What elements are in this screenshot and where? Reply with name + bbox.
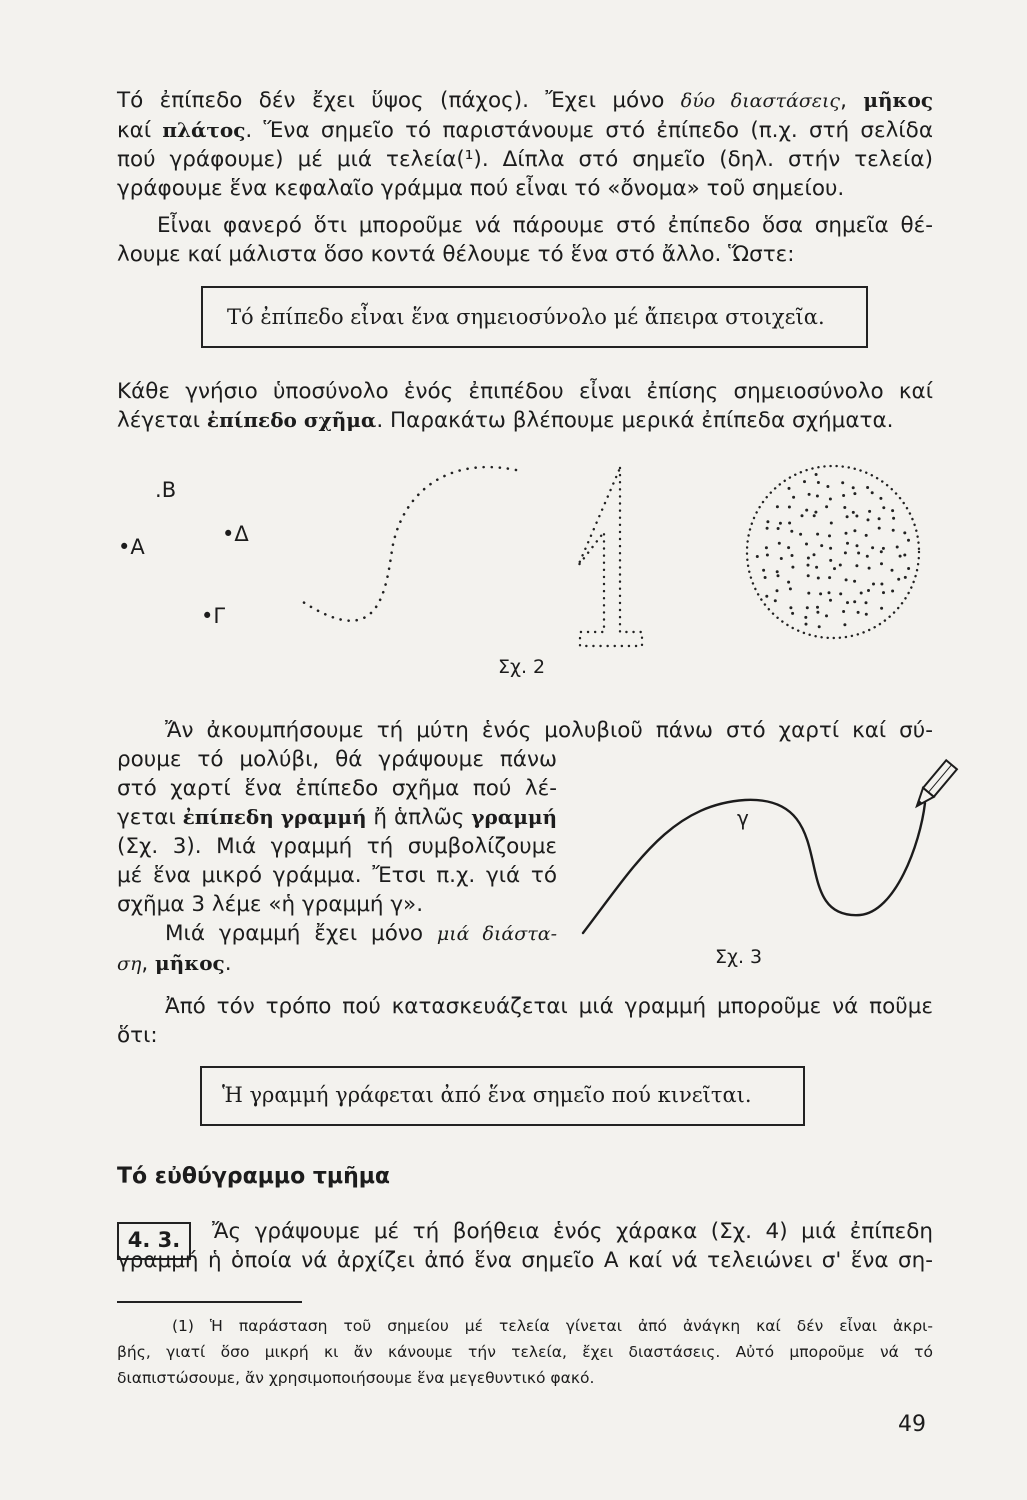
disk-point [853, 580, 856, 583]
disk-point [791, 566, 794, 569]
disk-point [866, 486, 869, 489]
disk-point [789, 606, 792, 609]
dotted-curve [290, 460, 530, 650]
disk-point [788, 522, 791, 525]
point-gamma-label: •Γ [201, 604, 226, 628]
disk-point [816, 606, 819, 609]
disk-point [817, 481, 820, 484]
disk-point [805, 623, 808, 626]
disk-point [868, 510, 871, 513]
point-delta-label: •Δ [222, 522, 249, 546]
disk-point [846, 601, 849, 604]
disk-point [805, 543, 808, 546]
disk-point [828, 576, 831, 579]
disk-point [852, 511, 855, 514]
disk-point [813, 514, 816, 517]
disk-point [855, 564, 858, 567]
disk-point [828, 534, 831, 537]
paragraph-segment: Ἄς γράψουμε μέ τή βοήθεια ἑνός χάρακα (Σχ. 4) μιά ἐπίπεδη γραμμή ἡ ὁποία νά ἀρχίζει ἀπό ἕνα σημεῖο Α καί νά τελειώνει σ' ἕνα ση- [117, 1219, 933, 1273]
disk-point [860, 592, 863, 595]
disk-point [878, 527, 881, 530]
paragraph-plane-line: Ἄν ἀκουμπήσουμε τή μύτη ἑνός μολυβιοῦ πάνω στό χαρτί καί σύ- [165, 718, 933, 743]
disk-point [882, 506, 885, 509]
disk-point [846, 542, 849, 545]
disk-point [765, 546, 768, 549]
disk-point [815, 566, 818, 569]
disk-point [844, 551, 847, 554]
disk-point [897, 578, 900, 581]
disk-point [777, 527, 780, 530]
disk-point [762, 569, 765, 572]
disk-point [842, 610, 845, 613]
disk-point [839, 592, 842, 595]
disk-point [776, 505, 779, 508]
disk-point [788, 487, 791, 490]
disk-point [903, 554, 906, 557]
disk-point [882, 547, 885, 550]
disk-point [865, 601, 868, 604]
definition-box-plane: Τό ἐπίπεδο εἶναι ἕνα σημειοσύνολο μέ ἄπειρα στοιχεῖα. [201, 286, 868, 348]
disk-point [807, 592, 810, 595]
footnote-rule [117, 1301, 302, 1303]
disk-point [808, 493, 811, 496]
disk-point [816, 611, 819, 614]
paragraph-infinite-points: Εἶναι φανερό ὅτι μποροῦμε νά πάρουμε στό ἐπίπεδο ὅσα σημεῖα θέ- λουμε καί μάλιστα ὅσο κοντά θέλουμε τό ἕνα στό ἄλλο. Ὥστε: [117, 213, 933, 267]
disk-point [904, 576, 907, 579]
disk-point [828, 591, 831, 594]
disk-point [842, 494, 845, 497]
disk-point [780, 557, 783, 560]
disk-point [899, 555, 902, 558]
disk-point [791, 612, 794, 615]
disk-point [872, 583, 875, 586]
pencil-icon [890, 758, 960, 818]
definition-box-line: Ἡ γραμμή γράφεται ἀπό ἕνα σημεῖο πού κινεῖται. [200, 1066, 805, 1126]
figure-3-caption: Σχ. 3 [715, 946, 763, 968]
disk-point [882, 591, 885, 594]
disk-point [787, 546, 790, 549]
disk-point [857, 611, 860, 614]
point-b-label: .B [155, 478, 177, 502]
disk-point [878, 517, 881, 520]
line-gamma-label: γ [737, 806, 749, 830]
disk-point [804, 616, 807, 619]
disk-point [792, 496, 795, 499]
disk-point [756, 555, 759, 558]
disk-point [868, 567, 871, 570]
disk-point [807, 574, 810, 577]
disk-point [779, 522, 782, 525]
disk-point [825, 614, 828, 617]
disk-point [857, 552, 860, 555]
disk-point [833, 567, 836, 570]
disk-point [896, 546, 899, 549]
disk-point [853, 600, 856, 603]
disk-point [829, 599, 832, 602]
disk-point [826, 485, 829, 488]
disk-point [907, 567, 910, 570]
disk-point [829, 547, 832, 550]
disk-point [865, 613, 868, 616]
disk-point [788, 506, 791, 509]
disk-point [819, 592, 822, 595]
paragraph-line-construction: Ἀπό τόν τρόπο πού κατασκευάζεται μιά γραμμή μποροῦμε νά ποῦμε ὅτι: [117, 994, 933, 1048]
disk-point [787, 581, 790, 584]
disk-point [807, 564, 810, 567]
disk-point [803, 480, 806, 483]
disk-point [846, 515, 849, 518]
disk-point [825, 505, 828, 508]
disk-point [777, 574, 780, 577]
disk-point [806, 606, 809, 609]
disk-point [829, 559, 832, 562]
disk-point [892, 517, 895, 520]
disk-point [867, 589, 870, 592]
disk-point [789, 587, 792, 590]
disk-point [776, 589, 779, 592]
disk-point [871, 491, 874, 494]
disk-point [852, 486, 855, 489]
disk-point [813, 553, 816, 556]
disk-point [799, 533, 802, 536]
disk-point [891, 590, 894, 593]
disk-point [841, 481, 844, 484]
disk-point [815, 473, 818, 476]
paragraph-plane-figure: Κάθε γνήσιο ὑποσύνολο ἑνός ἐπιπέδου εἶναι ἐπίσης σημειοσύνολο καί λέγεται ἐπίπεδο σχῆμα. Παρακάτω βλέπουμε μερικά ἐπίπεδα σχήματα. [117, 379, 933, 433]
paragraph-plane-definition: Τό ἐπίπεδο δέν ἔχει ὕψος (πάχος). Ἔχει μόνο δύο διαστάσεις, μῆκος καί πλάτος. Ἕνα σημεῖο τό παριστάνουμε στό ἐπίπεδο (π.χ. στή σελίδα πού γράφουμε) μέ μιά τελεία(¹). Δίπλα στό σημεῖο (δηλ. στήν τελεία) γράφουμε ἕνα κεφαλαῖο γράμμα πού εἶναι τό «ὄνομα» τοῦ σημείου. [117, 88, 933, 201]
disk-point [817, 577, 820, 580]
disk-point [865, 534, 868, 537]
disk-point [774, 599, 777, 602]
point-a-label: •A [118, 535, 145, 559]
disk-point [790, 530, 793, 533]
disk-point [871, 546, 874, 549]
dotted-numeral-one [560, 462, 660, 652]
disk-point [856, 544, 859, 547]
disk-point [814, 511, 817, 514]
disk-point [766, 554, 769, 557]
disk-point [818, 625, 821, 628]
disk-point [764, 576, 767, 579]
section-number-badge: 4. 3. [117, 1222, 191, 1260]
disk-point [843, 623, 846, 626]
disk-point [879, 497, 882, 500]
disk-point [891, 509, 894, 512]
disk-point [903, 531, 906, 534]
disk-point [880, 562, 883, 565]
disk-point [791, 554, 794, 557]
disk-point [830, 522, 833, 525]
disk-point [892, 529, 895, 532]
disk-point [801, 514, 804, 517]
disk-point [776, 570, 779, 573]
disk-point [843, 506, 846, 509]
page-number: 49 [898, 1412, 926, 1437]
disk-point [805, 509, 808, 512]
section-title: Τό εὐθύγραμμο τμῆμα [117, 1164, 391, 1189]
disk-point [880, 607, 883, 610]
disk-point [829, 498, 832, 501]
dotted-disk [744, 463, 924, 643]
paragraph-plane-line-wrapped: ρουμε τό μολύβι, θά γράψουμε πάνω στό χαρτί ἕνα ἐπίπεδο σχῆμα πού λέ- γεται ἐπίπεδη γραμμή ἤ ἁπλῶς γραμμή (Σχ. 3). Μιά γραμμή τή συμβολίζουμε μέ ἕνα μικρό γράμμα. Ἔτσι π.χ. γιά τό σχῆμα 3 λέμε «ἡ γραμμή γ». Μιά γραμμή ἔχει μόνο μιά διάστα- ση, μῆκος. [117, 747, 558, 976]
disk-point [766, 520, 769, 523]
disk-point [845, 578, 848, 581]
disk-point [765, 595, 768, 598]
figure-2-caption: Σχ. 2 [498, 656, 546, 678]
disk-point [778, 542, 781, 545]
disk-point [816, 533, 819, 536]
disk-point [907, 539, 910, 542]
disk-point [866, 555, 869, 558]
disk-point [839, 564, 842, 567]
disk-point [891, 569, 894, 572]
disk-point [880, 550, 883, 553]
disk-point [845, 532, 848, 535]
disk-point [820, 544, 823, 547]
disk-point [867, 518, 870, 521]
disk-point [853, 529, 856, 532]
disk-point [855, 515, 858, 518]
disk-point [880, 583, 883, 586]
footnote: (1) Ἡ παράσταση τοῦ σημείου μέ τελεία γίνεται ἀπό ἀνάγκη καί δέν εἶναι ἀκρι- βής, γιατί ὅσο μικρή κι ἄν κάνουμε τήν τελεία, ἔχει διαστάσεις. Αὐτό μποροῦμε νά τό διαπιστώσουμε, ἄν χρησιμοποιήσουμε ἕνα μεγεθυντικό φακό. [117, 1317, 933, 1387]
disk-point [816, 495, 819, 498]
disk-point [766, 527, 769, 530]
disk-point [807, 557, 810, 560]
disk-point [853, 492, 856, 495]
